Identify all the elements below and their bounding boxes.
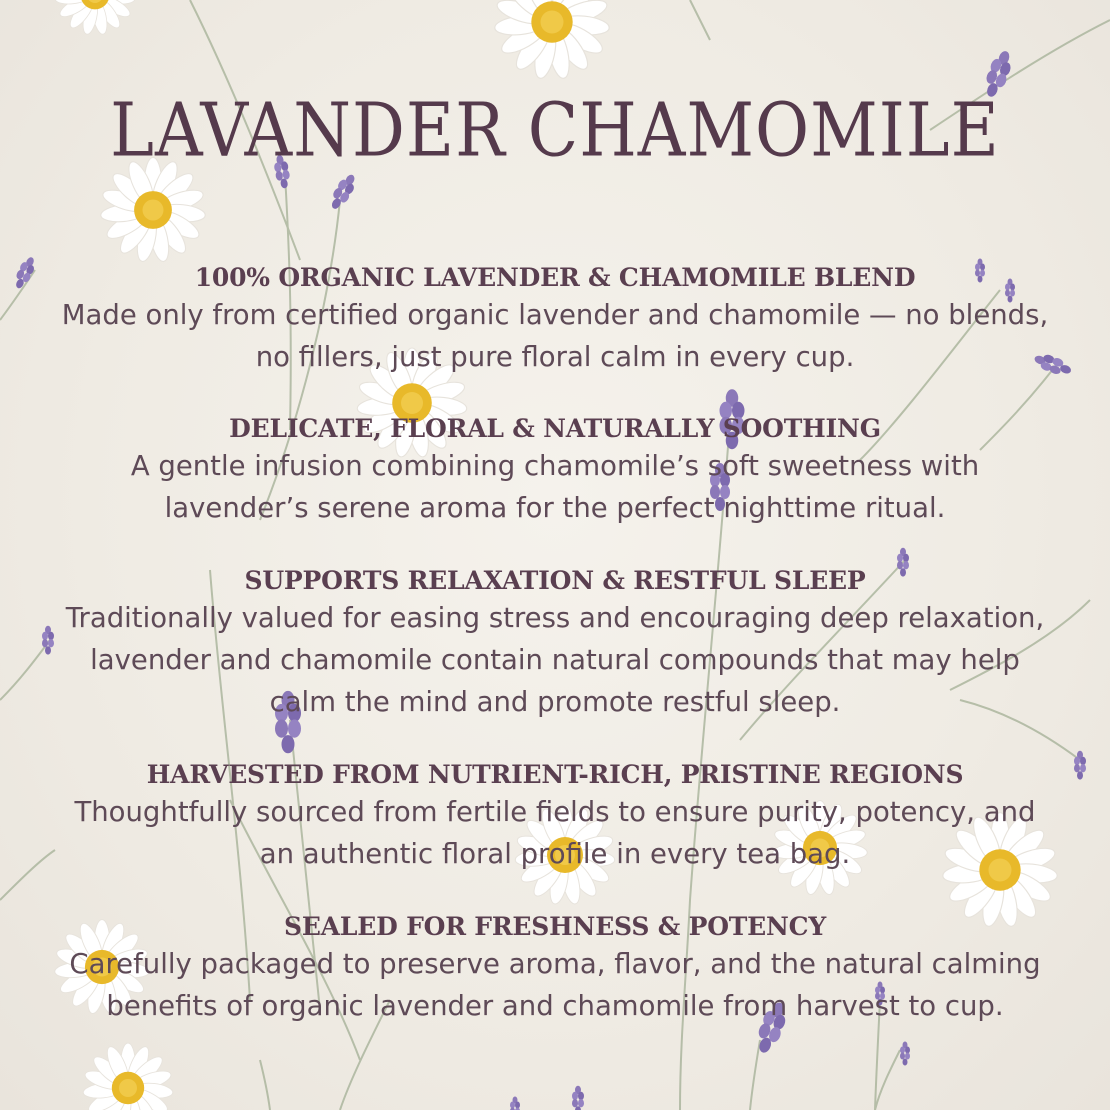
- feature-heading: SEALED FOR FRESHNESS & POTENCY: [283, 912, 827, 941]
- feature-text: Traditionally valued for easing stress and encouraging deep relaxation, lavender and chamomile contain natural compounds that may help calm the mind and promote restful sleep.: [65, 602, 1045, 718]
- feature-harvested-regions: [55, 759, 1055, 875]
- feature-heading: 100% ORGANIC LAVENDER & CHAMOMILE BLEND: [194, 263, 916, 292]
- page-title: LAVANDER CHAMOMILE: [110, 87, 1000, 174]
- feature-organic-blend: [55, 262, 1055, 378]
- feature-text: Thoughtfully sourced from fertile fields to ensure purity, potency, and an authentic floral profile in every tea bag.: [74, 796, 1036, 870]
- feature-heading: SUPPORTS RELAXATION & RESTFUL SLEEP: [244, 566, 866, 595]
- feature-heading: HARVESTED FROM NUTRIENT-RICH, PRISTINE REGIONS: [146, 760, 964, 789]
- feature-text: A gentle infusion combining chamomile’s soft sweetness with lavender’s serene aroma for the perfect nighttime ritual.: [130, 450, 980, 524]
- feature-delicate-floral: [55, 413, 1055, 529]
- feature-text: Carefully packaged to preserve aroma, flavor, and the natural calming benefits of organic lavender and chamomile from harvest to cup.: [69, 948, 1041, 1022]
- feature-sealed-freshness: [55, 911, 1055, 1027]
- feature-text: Made only from certified organic lavender and chamomile — no blends, no fillers, just pure floral calm in every cup.: [61, 299, 1049, 373]
- feature-heading: DELICATE, FLORAL & NATURALLY SOOTHING: [229, 414, 881, 443]
- feature-relaxation-sleep: [55, 565, 1055, 723]
